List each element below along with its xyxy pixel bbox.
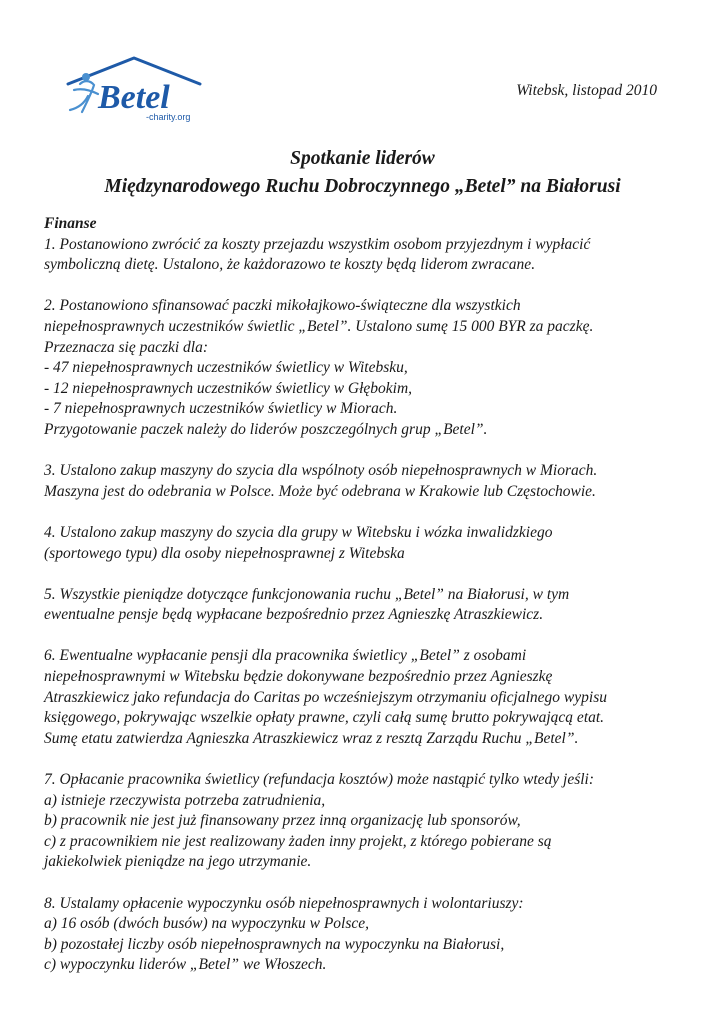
paragraph-line: symboliczną dietę. Ustalono, że każdorazowo te koszty będą liderom zwracane. [44,256,536,274]
paragraph-line: b) pozostałej liczby osób niepełnosprawnych na wypoczynku na Białorusi, [44,935,505,953]
paragraph-list [44,235,684,976]
paragraph-2 [44,296,684,440]
paragraph-line: Przeznacza się paczki dla: [44,338,209,356]
paragraph-line: 1. Postanowiono zwrócić za koszty przejazdu wszystkim osobom przyjezdnym i wypłacić [44,235,591,253]
paragraph-line: a) 16 osób (dwóch busów) na wypoczynku w Polsce, [44,915,370,933]
paragraph-line: jakiekolwiek pieniądze na jego utrzymanie. [44,853,312,871]
paragraph-line: - 7 niepełnosprawnych uczestników świetlicy w Miorach. [44,400,398,418]
title-line-2: Międzynarodowego Ruchu Dobroczynnego „Betel” na Białorusi [104,176,621,197]
paragraph-line: Maszyna jest do odebrania w Polsce. Może być odebrana w Krakowie lub Częstochowie. [44,482,596,500]
paragraph-line: c) z pracownikiem nie jest realizowany żaden inny projekt, z którego pobierane są [44,832,552,850]
paragraph-4 [44,523,684,564]
paragraph-line: ewentualne pensje będą wypłacane bezpośrednio przez Agnieszkę Atraszkiewicz. [44,606,544,624]
paragraph-6 [44,646,684,749]
svg-text:Betel: Betel [98,79,170,116]
betel-logo-graphic [58,52,208,124]
paragraph-line: c) wypoczynku liderów „Betel” we Włoszech. [44,956,327,974]
paragraph-7 [44,770,684,873]
paragraph-8 [44,894,684,976]
paragraph-1 [44,235,684,276]
paragraph-line: b) pracownik nie jest już finansowany przez inną organizację lub sponsorów, [44,812,521,830]
paragraph-line: 2. Postanowiono sfinansować paczki mikołajkowo-świąteczne dla wszystkich [44,297,521,315]
place-date: Witebsk, listopad 2010 [516,82,657,99]
paragraph-line: - 12 niepełnosprawnych uczestników świetlicy w Głębokim, [44,379,413,397]
section-heading: Finanse [44,215,97,232]
paragraph-line: księgowego, pokrywając wszelkie opłaty prawne, czyli całą sumę brutto pokrywającą etat. [44,709,605,727]
paragraph-line: 5. Wszystkie pieniądze dotyczące funkcjonowania ruchu „Betel” na Białorusi, w tym [44,585,570,603]
paragraph-line: (sportowego typu) dla osoby niepełnosprawnej z Witebska [44,544,405,562]
paragraph-line: Sumę etatu zatwierdza Agnieszka Atraszkiewicz wraz z resztą Zarządu Ruchu „Betel”. [44,729,579,747]
title-line-1: Spotkanie liderów [290,148,435,169]
paragraph-line: niepełnosprawnymi w Witebsku będzie dokonywane bezpośrednio przez Agnieszkę [44,668,553,686]
paragraph-3 [44,461,684,502]
paragraph-5 [44,585,684,626]
paragraph-line: niepełnosprawnych uczestników świetlic „Betel”. Ustalono sumę 15 000 BYR za paczkę. [44,317,594,335]
paragraph-line: 4. Ustalono zakup maszyny do szycia dla grupy w Witebsku i wózka inwalidzkiego [44,523,553,541]
paragraph-line: 6. Ewentualne wypłacanie pensji dla pracownika świetlicy „Betel” z osobami [44,647,527,665]
betel-logo [58,52,208,124]
paragraph-line: 7. Opłacanie pracownika świetlicy (refundacja kosztów) może nastąpić tylko wtedy jeśli: [44,771,595,789]
svg-text:-charity.org: -charity.org [146,112,191,122]
paragraph-line: - 47 niepełnosprawnych uczestników świetlicy w Witebsku, [44,359,408,377]
paragraph-line: 8. Ustalamy opłacenie wypoczynku osób niepełnosprawnych i wolontariuszy: [44,894,524,912]
paragraph-line: Atraszkiewicz jako refundacja do Caritas po wcześniejszym otrzymaniu oficjalnego wypisu [44,688,607,706]
paragraph-line: Przygotowanie paczek należy do liderów poszczególnych grup „Betel”. [44,420,488,438]
document-title [0,145,725,201]
paragraph-line: a) istnieje rzeczywista potrzeba zatrudnienia, [44,791,326,809]
document-body [44,214,684,997]
paragraph-line: 3. Ustalono zakup maszyny do szycia dla wspólnoty osób niepełnosprawnych w Miorach. [44,462,598,480]
